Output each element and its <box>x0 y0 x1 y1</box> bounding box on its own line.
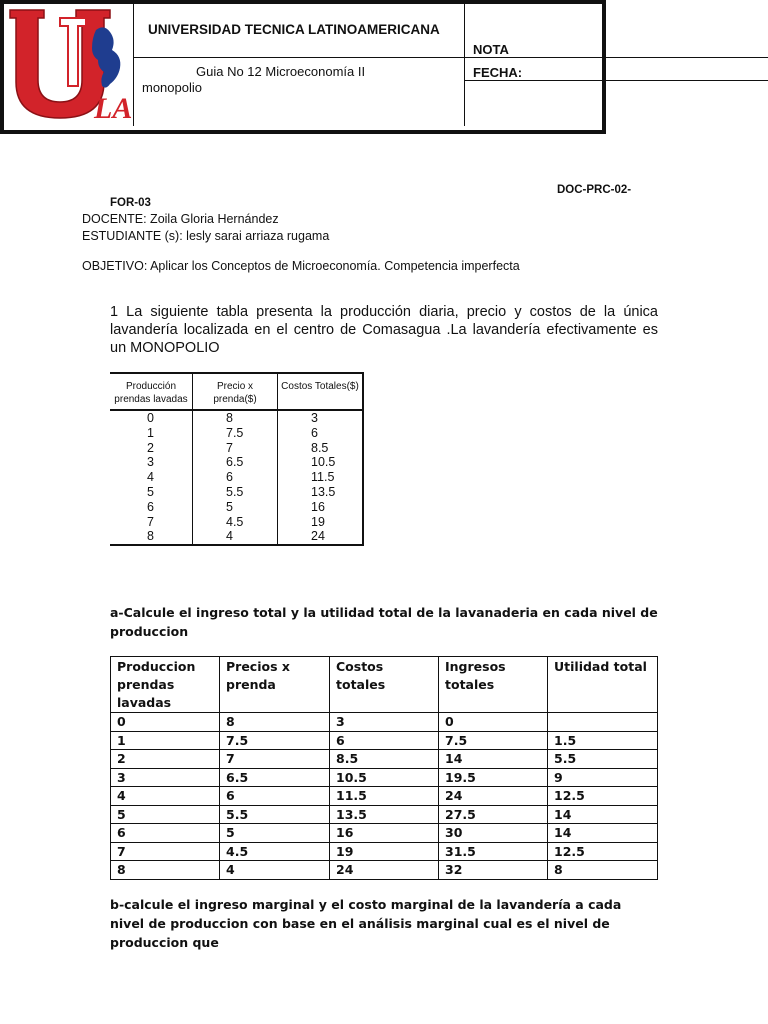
table2-cell: 12.5 <box>548 842 658 861</box>
table1-header: Costos Totales($) <box>278 373 364 410</box>
nota-label: NOTA <box>473 42 509 57</box>
table2-cell: 13.5 <box>330 805 439 824</box>
table2-row <box>111 713 658 732</box>
table2-cell: 6 <box>220 787 330 806</box>
table1-cell: 7.5 <box>193 426 278 441</box>
table2-cell: 14 <box>548 805 658 824</box>
table1-row <box>110 426 363 441</box>
table1-cell: 13.5 <box>278 485 364 500</box>
table2-cell: 7 <box>220 750 330 769</box>
table1-cell: 19 <box>278 515 364 530</box>
fecha-label: FECHA: <box>473 65 523 80</box>
doc-code: DOC-PRC-02- <box>557 184 632 196</box>
table2-cell: 2 <box>111 750 220 769</box>
problem-statement: 1 La siguiente tabla presenta la producción diaria, precio y costos de la única lavandería localizada en el centro de Comasagua .La lavandería efectivamente es un MONOPOLIO <box>110 304 658 356</box>
table2-cell: 24 <box>439 787 548 806</box>
objetivo-line: OBJETIVO: Aplicar los Conceptos de Microeconomía. Competencia imperfecta <box>82 259 520 273</box>
svg-text:LA: LA <box>94 92 132 125</box>
form-code: FOR-03 <box>110 197 151 209</box>
table2-cell: 8 <box>220 713 330 732</box>
table1-header: Producción prendas lavadas <box>110 373 193 410</box>
estudiante-line: ESTUDIANTE (s): lesly sarai arriaza rugama <box>82 229 330 243</box>
table1-row <box>110 441 363 456</box>
table2-cell: 3 <box>111 768 220 787</box>
table2-row <box>111 824 658 843</box>
question-a: a-Calcule el ingreso total y la utilidad total de la lavanaderia en cada nivel de produccion <box>110 605 658 639</box>
table2-cell: 7 <box>111 842 220 861</box>
table2-header: Produccion prendas lavadas <box>111 657 220 713</box>
table2-cell: 5 <box>111 805 220 824</box>
table2-cell: 6 <box>330 731 439 750</box>
table1-cell: 4 <box>147 470 154 485</box>
table1-cell: 3 <box>147 455 154 470</box>
table2-cell: 14 <box>439 750 548 769</box>
table2-cell: 4 <box>111 787 220 806</box>
table2-cell: 7.5 <box>439 731 548 750</box>
document-header <box>0 0 606 134</box>
table2-cell: 1.5 <box>548 731 658 750</box>
table2-cell: 7.5 <box>220 731 330 750</box>
table1-cell: 6.5 <box>193 455 278 470</box>
table1-cell: 5 <box>147 484 154 499</box>
table2-row <box>111 805 658 824</box>
table2-body <box>111 713 658 880</box>
table2-cell: 19.5 <box>439 768 548 787</box>
table1-cell: 2 <box>147 440 154 455</box>
table1-row <box>110 500 363 515</box>
table1-cell: 6 <box>278 426 364 441</box>
table2-header: Precios x prenda <box>220 657 330 713</box>
table2-header: Ingresos totales <box>439 657 548 713</box>
table2-row <box>111 787 658 806</box>
table1-cell: 6 <box>193 470 278 485</box>
table2-cell: 1 <box>111 731 220 750</box>
table2-cell: 8 <box>111 861 220 880</box>
table2-cell: 4 <box>220 861 330 880</box>
table1-row <box>110 485 363 500</box>
table1-cell: 8.5 <box>278 441 364 456</box>
table1-cell: 0 <box>147 411 154 425</box>
docente-line: DOCENTE: Zoila Gloria Hernández <box>82 212 279 226</box>
table1-cell: 6 <box>147 499 154 514</box>
table2-cell: 6.5 <box>220 768 330 787</box>
table2-cell: 12.5 <box>548 787 658 806</box>
table1-cell: 7 <box>147 514 154 529</box>
table1-cell: 4 <box>193 529 278 545</box>
table1-row <box>110 515 363 530</box>
table1-cell: 8 <box>110 529 193 545</box>
table2-cell: 6 <box>111 824 220 843</box>
data-table <box>110 372 364 546</box>
table2-cell: 5.5 <box>220 805 330 824</box>
table1-cell: 5.5 <box>193 485 278 500</box>
table2-cell: 10.5 <box>330 768 439 787</box>
table2-cell: 5.5 <box>548 750 658 769</box>
table1-row <box>110 410 363 426</box>
question-b: b-calcule el ingreso marginal y el costo marginal de la lavandería a cada nivel de produccion con base en el análisis marginal cual es el nivel de produccion que <box>110 897 622 950</box>
table2-cell <box>548 713 658 732</box>
guide-title: Guia No 12 Microeconomía II <box>196 64 366 79</box>
table2-cell: 8 <box>548 861 658 880</box>
table2-cell: 8.5 <box>330 750 439 769</box>
table2-cell: 27.5 <box>439 805 548 824</box>
table2-row <box>111 731 658 750</box>
header-center <box>134 0 465 126</box>
table1-cell: 1 <box>147 425 154 440</box>
table2-cell: 9 <box>548 768 658 787</box>
table2-cell: 0 <box>111 713 220 732</box>
table2-cell: 30 <box>439 824 548 843</box>
table2-row <box>111 861 658 880</box>
table2-cell: 11.5 <box>330 787 439 806</box>
table2-cell: 31.5 <box>439 842 548 861</box>
table1-cell: 5 <box>193 500 278 515</box>
table2-cell: 0 <box>439 713 548 732</box>
table1-cell: 8 <box>193 410 278 426</box>
table1-row <box>110 455 363 470</box>
table1-cell: 3 <box>278 410 364 426</box>
utla-logo-graphic <box>0 0 132 126</box>
table2-cell: 16 <box>330 824 439 843</box>
guide-topic: monopolio <box>142 80 202 95</box>
table2-cell: 24 <box>330 861 439 880</box>
table1-header: Precio x prenda($) <box>193 373 278 410</box>
results-table <box>110 656 658 880</box>
table2-cell: 4.5 <box>220 842 330 861</box>
table1-cell: 16 <box>278 500 364 515</box>
table2-header: Costos totales <box>330 657 439 713</box>
table2-row <box>111 750 658 769</box>
table2-cell: 5 <box>220 824 330 843</box>
table2-cell: 32 <box>439 861 548 880</box>
table1-cell: 4.5 <box>193 515 278 530</box>
table1-body <box>110 410 363 545</box>
table2-header: Utilidad total <box>548 657 658 713</box>
table1-cell: 7 <box>193 441 278 456</box>
table1-row <box>110 470 363 485</box>
university-name: UNIVERSIDAD TECNICA LATINOAMERICANA <box>148 22 440 37</box>
table2-cell: 19 <box>330 842 439 861</box>
table1-cell: 10.5 <box>278 455 364 470</box>
table1-row <box>110 529 363 545</box>
table1-cell: 24 <box>278 529 364 545</box>
table2-cell: 14 <box>548 824 658 843</box>
utla-logo <box>0 0 134 126</box>
table2-row <box>111 842 658 861</box>
table2-cell: 3 <box>330 713 439 732</box>
table2-row <box>111 768 658 787</box>
table1-cell: 11.5 <box>278 470 364 485</box>
